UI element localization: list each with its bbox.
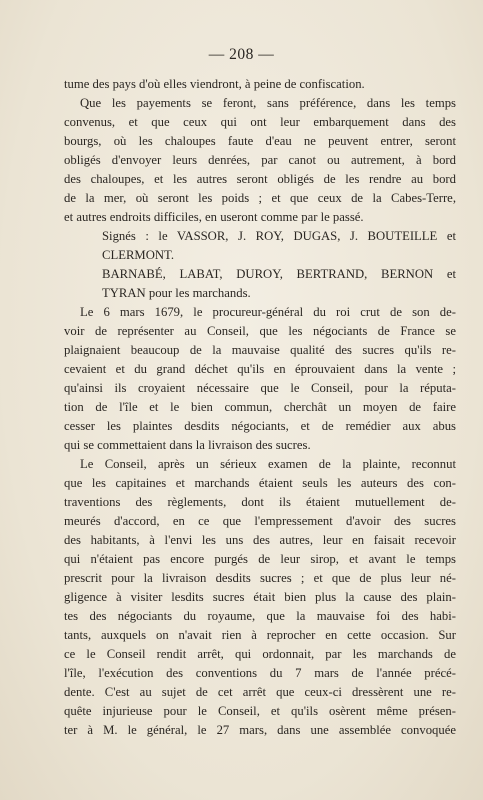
- text-line: gligence à visiter lesdits sucres était bien plus la cause des plain-: [64, 590, 456, 604]
- text-line: quête injurieuse pour le Conseil, et qu'ils osèrent même présen-: [64, 704, 456, 718]
- text-line: Le 6 mars 1679, le procureur-général du roi crut de son de-: [80, 305, 456, 319]
- text-line: de la mer, où seront les poids ; et que ceux de la Cabes-Terre,: [64, 191, 456, 205]
- text-line: des habitants, à l'envi les uns des autres, leur en faisait recevoir: [64, 533, 456, 547]
- text-line: des chaloupes, et les autres seront obligés de les rendre au bord: [64, 172, 456, 186]
- text-line: dente. C'est au sujet de cet arrêt que ceux-ci dressèrent une re-: [64, 685, 456, 699]
- text-line: TYRAN pour les marchands.: [102, 286, 251, 300]
- text-line: tume des pays d'où elles viendront, à peine de confiscation.: [64, 77, 365, 91]
- text-line: ce le Conseil rendit arrêt, qui ordonnait, par les marchands de: [64, 647, 456, 661]
- text-line: tes des négociants du royaume, que la mauvaise foi des habi-: [64, 609, 456, 623]
- body-text: [64, 75, 456, 740]
- text-line: cesser les plaintes desdits négociants, et de remédier aux abus: [64, 419, 456, 433]
- text-line: plaignaient beaucoup de la mauvaise qualité des sucres qu'ils re-: [64, 343, 456, 357]
- text-line: meurés d'accord, en ce que l'empressement d'avoir des sucres: [64, 514, 456, 528]
- text-lines: [64, 75, 456, 740]
- text-line: tion de l'île et le bien commun, cherchât un moyen de faire: [64, 400, 456, 414]
- text-line: Signés : le VASSOR, J. ROY, DUGAS, J. BOUTEILLE et: [102, 229, 456, 243]
- text-line: ter à M. le général, le 27 mars, dans une assemblée convoquée: [64, 723, 456, 737]
- text-line: et autres endroits difficiles, en useront comme par le passé.: [64, 210, 364, 224]
- text-line: Que les payements se feront, sans préférence, dans les temps: [80, 96, 456, 110]
- text-line: voir de représenter au Conseil, que les négociants de France se: [64, 324, 456, 338]
- text-line: prescrit pour la livraison desdits sucres ; et que de plus leur né-: [64, 571, 456, 585]
- text-line: cevaient et du grand déchet qu'ils en éprouvaient dans la vente ;: [64, 362, 456, 376]
- text-line: obligés d'envoyer leurs denrées, par canot ou autrement, à bord: [64, 153, 456, 167]
- text-line: qu'ainsi ils croyaient nécessaire que le Conseil, pour la réputa-: [64, 381, 456, 395]
- text-line: qui n'étaient pas encore purgés de leur sirop, et avant le temps: [64, 552, 456, 566]
- text-line: qui se commettaient dans la livraison des sucres.: [64, 438, 311, 452]
- text-line: CLERMONT.: [102, 248, 175, 262]
- text-line: BARNABÉ, LABAT, DUROY, BERTRAND, BERNON et: [102, 267, 456, 281]
- text-line: traventions des règlements, dont ils étaient mutuellement de-: [64, 495, 456, 509]
- page-number: — 208 —: [208, 46, 275, 63]
- text-line: convenus, et que ceux qui ont leur embarquement dans des: [64, 115, 456, 129]
- text-line: tants, auxquels on n'avait rien à reprocher en cette occasion. Sur: [64, 628, 456, 642]
- text-line: bourgs, où les chaloupes faute d'eau ne peuvent entrer, seront: [64, 134, 456, 148]
- text-line: l'île, l'exécution des conventions du 7 mars de l'année précé-: [64, 666, 456, 680]
- text-line: Le Conseil, après un sérieux examen de la plainte, reconnut: [80, 457, 456, 471]
- text-line: que les capitaines et marchands étaient seuls les auteurs des con-: [64, 476, 456, 490]
